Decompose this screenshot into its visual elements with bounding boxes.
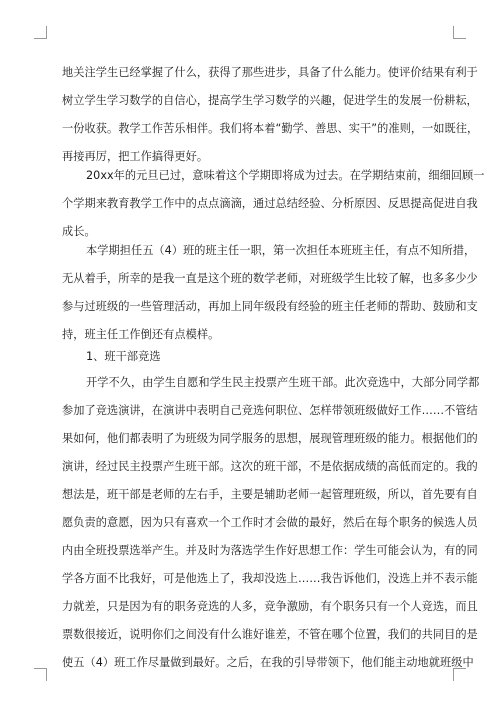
- paragraph-line: 持，班主任工作倒还有点模样。: [62, 328, 220, 341]
- paragraph-line: 个学期来教育教学工作中的点点滴滴，通过总结经验、分析原因、反思提高促进自我: [62, 197, 478, 210]
- paragraph-line: 使五（4）班工作尽量做到最好。之后，在我的引导带领下，他们能主动地就班级中: [62, 656, 474, 669]
- paragraph-line: 学各方面不比我好，可是他选上了，我却没选上……我告诉他们，没选上并不表示能: [62, 572, 478, 585]
- section-heading: 1、班干部竞选: [86, 350, 161, 363]
- crop-mark-top-left: [34, 26, 47, 39]
- crop-mark-top-right: [453, 26, 466, 39]
- paragraph-line: 开学不久，由学生自愿和学生民主投票产生班干部。此次竞选中，大部分同学都: [86, 376, 480, 389]
- paragraph-line: 参与过班级的一些管理活动，再加上同年级段有经验的班主任老师的帮助、鼓励和支: [62, 300, 478, 313]
- paragraph-line: 参加了竞选演讲，在演讲中表明自己竞选何职位、怎样带领班级做好工作……不管结: [62, 404, 478, 417]
- paragraph-line: 再接再厉，把工作搞得更好。: [62, 150, 209, 163]
- paragraph-line: 地关注学生已经掌握了什么，获得了那些进步，具备了什么能力。使评价结果有利于: [62, 66, 478, 79]
- paragraph-line: 一份收获。教学工作苦乐相伴。我们将本着“勤学、善思、实干”的准则，一如既往，: [62, 122, 479, 135]
- crop-mark-bottom-right: [453, 668, 466, 681]
- paragraph-line: 20xx年的元旦已过，意味着这个学期即将成为过去。在学期结束前，细细回顾一: [86, 169, 485, 182]
- paragraph-line: 票数很接近，说明你们之间没有什么谁好谁差，不管在哪个位置，我们的共同目的是: [62, 628, 478, 641]
- paragraph-line: 树立学生学习数学的自信心，提高学生学习数学的兴趣，促进学生的发展一份耕耘，: [62, 94, 478, 107]
- paragraph-line: 本学期担任五（4）班的班主任一职，第一次担任本班班主任，有点不知所措，: [86, 244, 476, 257]
- paragraph-line: 力就差，只是因为有的职务竞选的人多，竞争激励，有个职务只有一个人竞选，而且: [62, 600, 478, 613]
- paragraph-line: 想法是，班干部是老师的左右手，主要是辅助老师一起管理班级，所以，首先要有自: [62, 488, 478, 501]
- paragraph-line: 愿负责的意愿，因为只有喜欢一个工作时才会做的最好，然后在每个职务的候选人员: [62, 516, 478, 529]
- paragraph-line: 果如何，他们都表明了为班级为同学服务的思想，展现管理班级的能力。根据他们的: [62, 432, 478, 445]
- crop-mark-bottom-left: [34, 668, 47, 681]
- paragraph-line: 内由全班投票选举产生。并及时为落选学生作好思想工作：学生可能会认为，有的同: [62, 544, 478, 557]
- paragraph-line: 成长。: [62, 225, 96, 238]
- paragraph-line: 演讲，经过民主投票产生班干部。这次的班干部，不是依据成绩的高低而定的。我的: [62, 460, 478, 473]
- paragraph-line: 无从着手，所幸的是我一直是这个班的数学老师，对班级学生比较了解，也多多少少: [62, 272, 478, 285]
